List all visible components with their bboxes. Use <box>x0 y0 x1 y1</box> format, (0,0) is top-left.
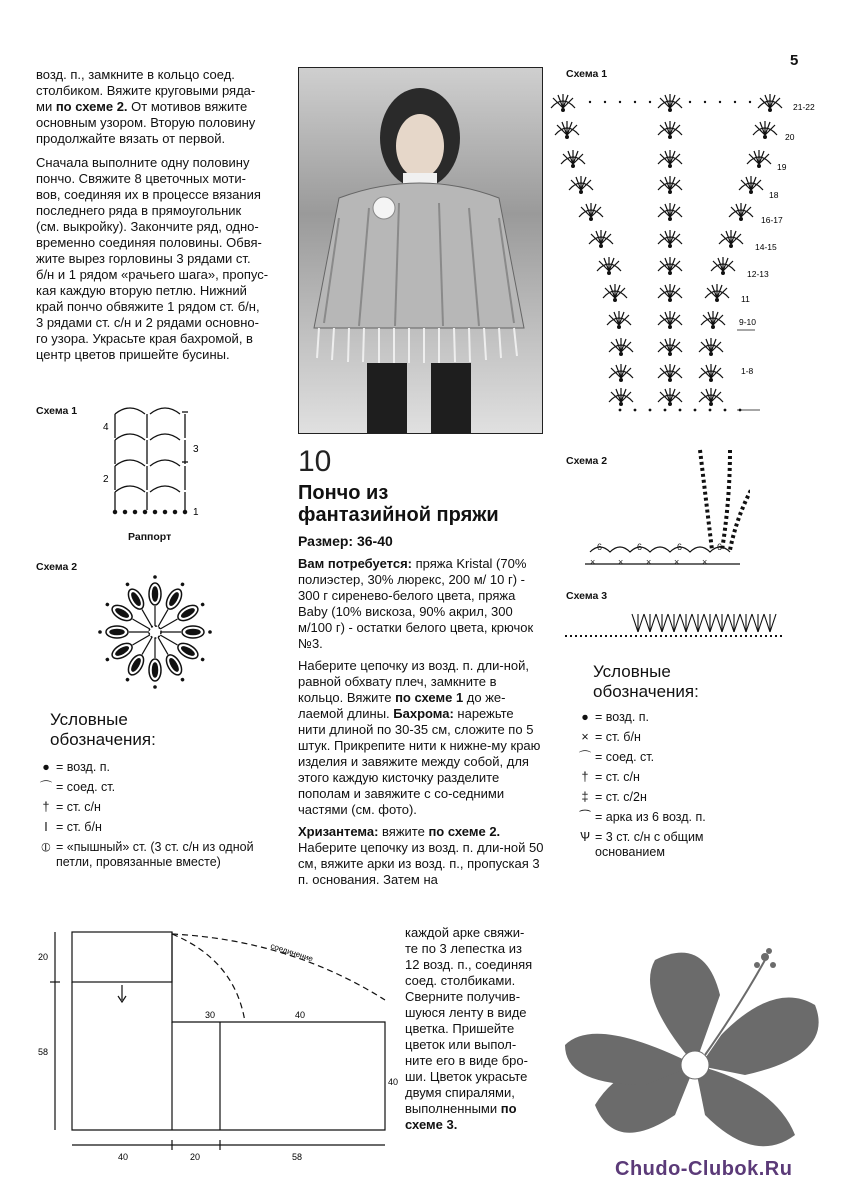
poncho-photo-illustration <box>299 68 542 433</box>
scheme3-label-right: Схема 3 <box>566 590 608 602</box>
row-number: 16-17 <box>761 215 783 225</box>
text-line: вов, соединяя их в процессе вязания <box>36 187 261 202</box>
arc-icon: ⌒ <box>39 780 53 794</box>
bold-ref: Вам потребуется: <box>298 556 412 571</box>
bold-ref: по схеме 2. <box>55 99 128 114</box>
sc-icon: I <box>44 820 48 834</box>
row-number: 3 <box>193 444 199 455</box>
legend-item <box>575 790 775 805</box>
legend-text: = ст. б/н <box>595 730 641 744</box>
dim-label: 20 <box>38 952 49 962</box>
row-number: 1 <box>193 507 199 518</box>
row-number: 19 <box>777 162 787 172</box>
row-number: 18 <box>769 190 779 200</box>
dim-label: 40 <box>295 1010 306 1020</box>
legend-item <box>575 750 775 765</box>
legend-item <box>575 710 775 725</box>
text-line: ните его в виде бро- <box>405 1053 528 1068</box>
flower-motif-diagram <box>80 560 230 705</box>
bold-ref: по схеме 2. <box>428 824 501 839</box>
bold-ref: Бахрома: <box>393 706 454 721</box>
text-line: соед. столбиками. <box>405 973 516 988</box>
legend-text: = ст. б/н <box>56 820 102 834</box>
scheme2-label-right: Схема 2 <box>566 455 608 467</box>
dot-icon: ● <box>42 760 50 774</box>
text-line: те по 3 лепестка из <box>405 941 522 956</box>
legend-text: = ст. с/н <box>56 800 101 814</box>
text-run: пряжа Kristal (70% полиэстер, 30% люрекс, 200 м/ 10 г) - 300 г сиренево-белого цвета, пряжа Baby (10% вискоза, 90% акрил, 300 м/100 г) - остатки белого цвета, крючок №3. <box>298 556 534 651</box>
legend-text: = соед. ст. <box>56 780 116 794</box>
text-line: последнего ряда в прямоугольник <box>36 203 242 218</box>
arch-count: 6 <box>597 542 603 552</box>
text-line: временно соединяя половины. Обвя- <box>36 235 262 250</box>
legend-item <box>575 770 775 785</box>
text-line: (см. выкройку). Закончите ряд, одно- <box>36 219 259 234</box>
dim-label: 40 <box>118 1152 129 1162</box>
text-line: цветок или выпол- <box>405 1037 517 1052</box>
legend-item <box>36 800 276 815</box>
dc-icon: † <box>581 770 589 784</box>
col2-text-narrow <box>405 925 545 1133</box>
cross-icon: × <box>581 730 589 744</box>
text-line: шуюся ленту в виде <box>405 1005 527 1020</box>
legend-item <box>36 760 276 775</box>
text-line: ши. Цветок украсьте <box>405 1069 528 1084</box>
text-line: Сверните получив- <box>405 989 521 1004</box>
legend-title-line: обозначения: <box>50 730 156 749</box>
text-line: основным узором. Вторую половину <box>36 115 256 130</box>
legend-text: = ст. с/2н <box>595 790 647 804</box>
project-title <box>298 482 499 526</box>
legend-item <box>36 840 276 870</box>
row-number: 4 <box>103 422 109 433</box>
dot-icon: ● <box>581 710 589 724</box>
instructions-paragraph <box>298 658 544 818</box>
legend-item <box>36 820 276 835</box>
text-line: столбиком. Вяжите круговыми рядa- <box>36 83 256 98</box>
dim-label: 58 <box>292 1152 303 1162</box>
materials-paragraph <box>298 556 544 652</box>
arch-count: 6 <box>677 542 683 552</box>
legend-item <box>575 810 775 825</box>
bold-ref: по схеме 1 <box>395 690 464 705</box>
text-line: б/н и 1 рядом «рачьего шага», пропус- <box>36 267 269 282</box>
puff-icon: ⦶ <box>41 840 51 854</box>
svg-text:×: × <box>618 557 624 567</box>
scheme1-diagram-left <box>95 400 210 525</box>
scheme1-diagram-right <box>545 80 815 420</box>
project-number: 10 <box>298 445 332 478</box>
text-line: двумя спиралями, <box>405 1085 515 1100</box>
legend-text: = «пышный» ст. (3 ст. с/н из одной петли, провязанные вместе) <box>56 840 254 869</box>
col1-paragraph-2 <box>36 155 286 363</box>
legend-item <box>36 780 276 795</box>
col1-paragraph-1 <box>36 67 286 147</box>
legend-text: = соед. ст. <box>595 750 655 764</box>
row-number: 14-15 <box>755 242 777 252</box>
hibiscus-icon <box>555 935 845 1165</box>
row-number: 21-22 <box>793 102 815 112</box>
legend-text: = ст. с/н <box>595 770 640 784</box>
legend-left <box>36 710 276 875</box>
title-line: Пончо из <box>298 482 389 504</box>
row-number: 11 <box>741 294 750 304</box>
legend-text: = возд. п. <box>595 710 650 724</box>
row-number: 20 <box>785 132 795 142</box>
pattern-schematic <box>30 920 400 1165</box>
text-line: край пончо обвяжите 1 рядом ст. б/н, <box>36 299 260 314</box>
legend-text: = 3 ст. с/н с общим основанием <box>595 830 704 859</box>
legend-item <box>575 830 775 860</box>
size-info: Размер: 36-40 <box>298 533 393 549</box>
row-number: 1-8 <box>741 366 754 376</box>
text-line: От мотивов вяжите <box>127 99 248 114</box>
text-run: вяжите <box>378 824 429 839</box>
cluster-icon: Ѱ <box>580 830 590 844</box>
legend-title <box>50 710 276 750</box>
svg-text:×: × <box>646 557 652 567</box>
dim-label: 40 <box>388 1077 399 1087</box>
legend-title-line: обозначения: <box>593 682 699 701</box>
col1-text <box>36 67 286 369</box>
join-label: соединение <box>269 941 315 964</box>
text-line: Сначала выполните одну половину <box>36 155 250 170</box>
watermark-text: Chudo-Clubok.Ru <box>615 1158 793 1180</box>
arch-count: 6 <box>717 542 723 552</box>
chrysanthemum-paragraph <box>298 824 544 888</box>
svg-text:×: × <box>590 557 596 567</box>
arc-icon: ⌒ <box>578 750 592 764</box>
row-number: 2 <box>103 474 109 485</box>
legend-title-line: Условные <box>50 710 128 729</box>
row-number: 12-13 <box>747 269 769 279</box>
text-line: жите вырез горловины 3 рядами ст. <box>36 251 251 266</box>
bold-ref: Хризантема: <box>298 824 379 839</box>
dc-icon: † <box>42 800 50 814</box>
scheme3-diagram-right <box>560 608 790 640</box>
text-line: ми <box>36 99 56 114</box>
bold-ref: по <box>500 1101 517 1116</box>
title-line: фантазийной пряжи <box>298 504 499 526</box>
scheme2-label-left: Схема 2 <box>36 561 78 573</box>
page-number: 5 <box>790 52 799 69</box>
svg-text:×: × <box>702 557 708 567</box>
text-line: выполненными <box>405 1101 501 1116</box>
text-line: го узора. Украсьте края бахромой, в <box>36 331 253 346</box>
chain-row <box>113 510 186 513</box>
text-run: Наберите цепочку из возд. п. дли-ной 50 см, вяжите арки из возд. п., пропуская 3 п. основания. Затем на <box>298 840 544 887</box>
legend-right <box>575 662 775 865</box>
hdc-icon: ‡ <box>581 790 589 804</box>
legend-item <box>575 730 775 745</box>
text-line: 3 рядами ст. с/н и 2 рядами основно- <box>36 315 259 330</box>
dim-label: 58 <box>38 1047 49 1057</box>
col2-text <box>298 556 544 894</box>
text-run: нарежьте нити длиной по 30-35 см, сложите по 5 штук. Прикрепите нити к нижне-му краю изделия и завяжите между собой, для этого каждую кисточку разделите пополам и завяжите с со-седними частями (см. фото). <box>298 706 541 817</box>
legend-text: = арка из 6 возд. п. <box>595 810 706 824</box>
text-line: центр цветов пришейте бусины. <box>36 347 230 362</box>
legend-title-line: Условные <box>593 662 671 681</box>
svg-text:×: × <box>674 557 680 567</box>
scheme1-label-right: Схема 1 <box>566 68 608 80</box>
arch-count: 6 <box>637 542 643 552</box>
text-run: Наберите цепочку из возд. п. дли-ной, равной обхвату плеч, замкните в кольцо. Вяжите <box>298 658 529 705</box>
text-line: цветка. Пришейте <box>405 1021 515 1036</box>
dim-label: 30 <box>205 1010 216 1020</box>
text-line: 12 возд. п., соединяя <box>405 957 533 972</box>
dim-label: 20 <box>190 1152 201 1162</box>
row-number: 9-10 <box>739 317 757 327</box>
text-line: кая каждую вторую петлю. Нижний <box>36 283 247 298</box>
legend-text: = возд. п. <box>56 760 111 774</box>
legend-title <box>593 662 775 702</box>
fan-rows <box>551 94 782 406</box>
text-line: пончо. Свяжите 8 цветочных моти- <box>36 171 246 186</box>
arch6-icon: ⁀ <box>579 810 591 824</box>
scheme2-diagram-right <box>580 440 750 575</box>
bold-ref: схеме 3. <box>405 1117 458 1132</box>
text-run: до же-лаемой длины. <box>298 690 506 721</box>
text-line: продолжайте вязать от первой. <box>36 131 226 146</box>
rapport-label: Раппорт <box>128 531 172 543</box>
text-line: каждой арке свяжи- <box>405 925 525 940</box>
scheme1-label-left: Схема 1 <box>36 405 78 417</box>
poncho-photo <box>298 67 543 434</box>
text-line: возд. п., замкните в кольцо соед. <box>36 67 235 82</box>
